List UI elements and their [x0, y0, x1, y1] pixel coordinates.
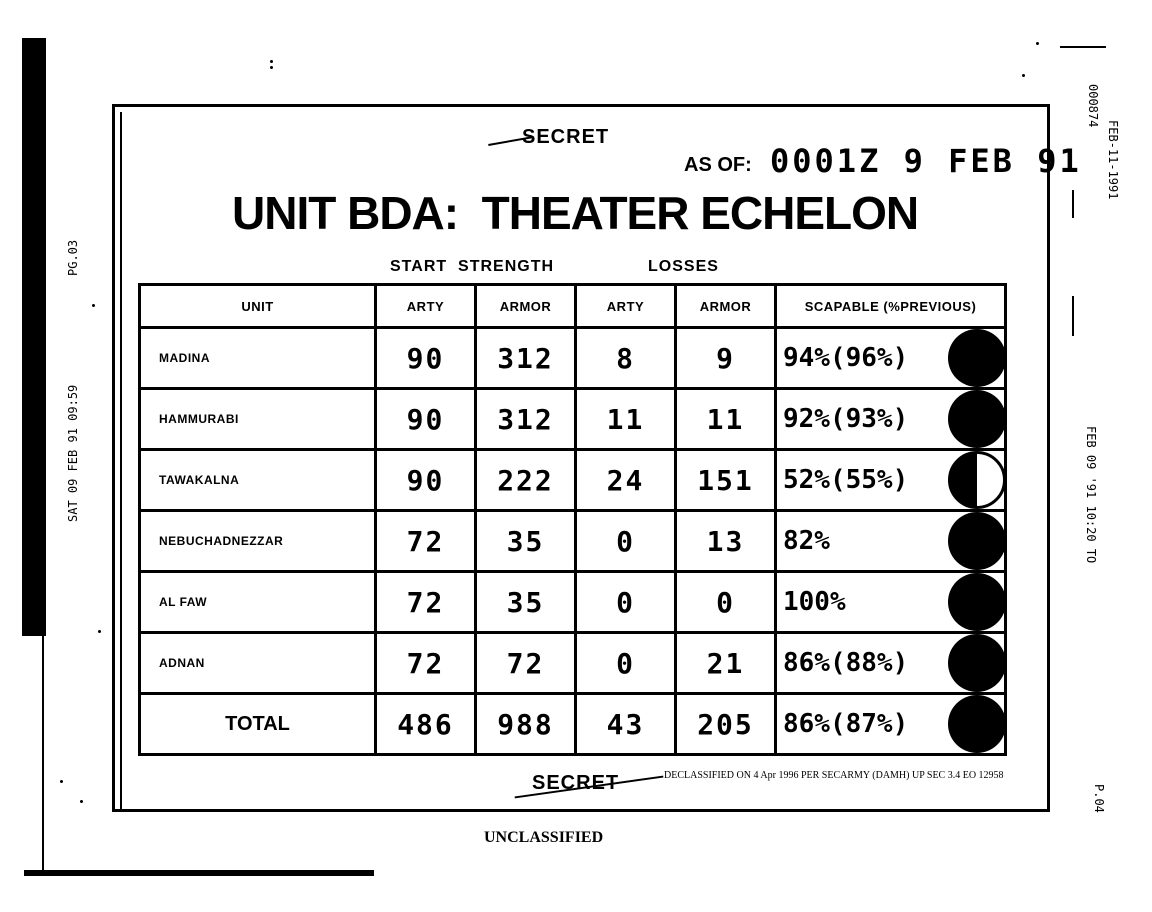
- scan-top-right-line: [1060, 46, 1106, 48]
- page-number-left: PG.03: [66, 239, 80, 276]
- total-label: TOTAL: [140, 694, 376, 755]
- scan-edge-line: [42, 432, 44, 872]
- scan-speck: [98, 630, 101, 633]
- column-header: ARTY: [576, 285, 676, 328]
- total-capable-cell: [776, 694, 1006, 755]
- status-circle-icon: [948, 695, 1006, 753]
- status-circle-icon: [948, 573, 1006, 631]
- unit-cell: AL FAW: [140, 572, 376, 633]
- column-header: ARTY: [376, 285, 476, 328]
- as-of-label: AS OF:: [684, 154, 752, 176]
- loss-arty-cell: 0: [576, 633, 676, 694]
- bda-table: [138, 283, 1007, 756]
- capable-value: 52%(55%): [783, 465, 909, 495]
- unit-cell: HAMMURABI: [140, 389, 376, 450]
- unit-cell: ADNAN: [140, 633, 376, 694]
- scan-speck: [60, 780, 63, 783]
- scan-speck: [1036, 42, 1039, 45]
- start-arty-cell: 90: [376, 328, 476, 389]
- start-arty-cell: 72: [376, 633, 476, 694]
- table-row: [140, 633, 1006, 694]
- unit-cell: MADINA: [140, 328, 376, 389]
- total-start-arty: 486: [376, 694, 476, 755]
- total-loss-armor: 205: [676, 694, 776, 755]
- capable-value: 82%: [783, 526, 830, 556]
- status-half-circle-icon: [948, 451, 1006, 509]
- scan-speck: [80, 800, 83, 803]
- start-armor-cell: 35: [476, 572, 576, 633]
- unit-cell: NEBUCHADNEZZAR: [140, 511, 376, 572]
- fax-timestamp-left: SAT 09 FEB 91 09:59: [66, 384, 80, 522]
- loss-armor-cell: 13: [676, 511, 776, 572]
- column-header: ARMOR: [476, 285, 576, 328]
- as-of-value: 0001Z 9 FEB 91: [770, 142, 1082, 180]
- capable-cell: [776, 450, 1006, 511]
- status-circle-icon: [948, 512, 1006, 570]
- capable-value: 86%(88%): [783, 648, 909, 678]
- column-header: ARMOR: [676, 285, 776, 328]
- column-header: SCAPABLE (%PREVIOUS): [776, 285, 1006, 328]
- table-total-row: [140, 694, 1006, 755]
- scan-speck: [1022, 74, 1025, 77]
- loss-arty-cell: 8: [576, 328, 676, 389]
- classification-top: SECRET: [522, 126, 610, 148]
- declassification-stamp: DECLASSIFIED ON 4 Apr 1996 PER SECARMY (DAMH) UP SEC 3.4 EO 12958: [664, 770, 1004, 781]
- status-circle-icon: [948, 329, 1006, 387]
- page-title: UNIT BDA: THEATER ECHELON: [232, 187, 919, 239]
- loss-arty-cell: 11: [576, 389, 676, 450]
- status-circle-icon: [948, 634, 1006, 692]
- scan-speck: [270, 66, 273, 69]
- column-header: UNIT: [140, 285, 376, 328]
- start-armor-cell: 72: [476, 633, 576, 694]
- page-number-right: P.04: [1092, 784, 1106, 813]
- loss-arty-cell: 24: [576, 450, 676, 511]
- total-start-armor: 988: [476, 694, 576, 755]
- table-row: [140, 450, 1006, 511]
- start-arty-cell: 90: [376, 450, 476, 511]
- fax-header-right: FEB 09 '91 10:20 TO: [1084, 426, 1098, 564]
- scan-right-mark: [1072, 296, 1074, 336]
- capable-value: 92%(93%): [783, 404, 909, 434]
- loss-armor-cell: 151: [676, 450, 776, 511]
- classification-bottom: SECRET: [532, 772, 620, 794]
- loss-armor-cell: 0: [676, 572, 776, 633]
- status-circle-icon: [948, 390, 1006, 448]
- document-number: 000874: [1086, 84, 1100, 128]
- scan-bottom-line: [24, 870, 374, 876]
- table-row: [140, 511, 1006, 572]
- group-header-losses: LOSSES: [648, 258, 719, 275]
- loss-armor-cell: 9: [676, 328, 776, 389]
- start-armor-cell: 35: [476, 511, 576, 572]
- start-armor-cell: 312: [476, 328, 576, 389]
- scan-right-mark: [1072, 190, 1074, 218]
- total-loss-arty: 43: [576, 694, 676, 755]
- start-arty-cell: 72: [376, 511, 476, 572]
- capable-cell: [776, 572, 1006, 633]
- start-arty-cell: 72: [376, 572, 476, 633]
- capable-value: 100%: [783, 587, 846, 617]
- table-header-row: [140, 285, 1006, 328]
- scan-speck: [270, 60, 273, 63]
- capable-value: 94%(96%): [783, 343, 909, 373]
- capable-cell: [776, 633, 1006, 694]
- unclassified-marking: UNCLASSIFIED: [484, 829, 604, 846]
- capable-cell: [776, 511, 1006, 572]
- table-row: [140, 572, 1006, 633]
- start-armor-cell: 222: [476, 450, 576, 511]
- table-row: [140, 389, 1006, 450]
- group-header-start-strength: START STRENGTH: [390, 258, 555, 275]
- start-armor-cell: 312: [476, 389, 576, 450]
- loss-armor-cell: 21: [676, 633, 776, 694]
- scan-speck: [92, 304, 95, 307]
- capable-value: 86%(87%): [783, 709, 909, 739]
- table-row: [140, 328, 1006, 389]
- loss-arty-cell: 0: [576, 572, 676, 633]
- right-date: FEB-11-1991: [1106, 120, 1120, 200]
- unit-cell: TAWAKALNA: [140, 450, 376, 511]
- capable-cell: [776, 389, 1006, 450]
- loss-arty-cell: 0: [576, 511, 676, 572]
- loss-armor-cell: 11: [676, 389, 776, 450]
- start-arty-cell: 90: [376, 389, 476, 450]
- capable-cell: [776, 328, 1006, 389]
